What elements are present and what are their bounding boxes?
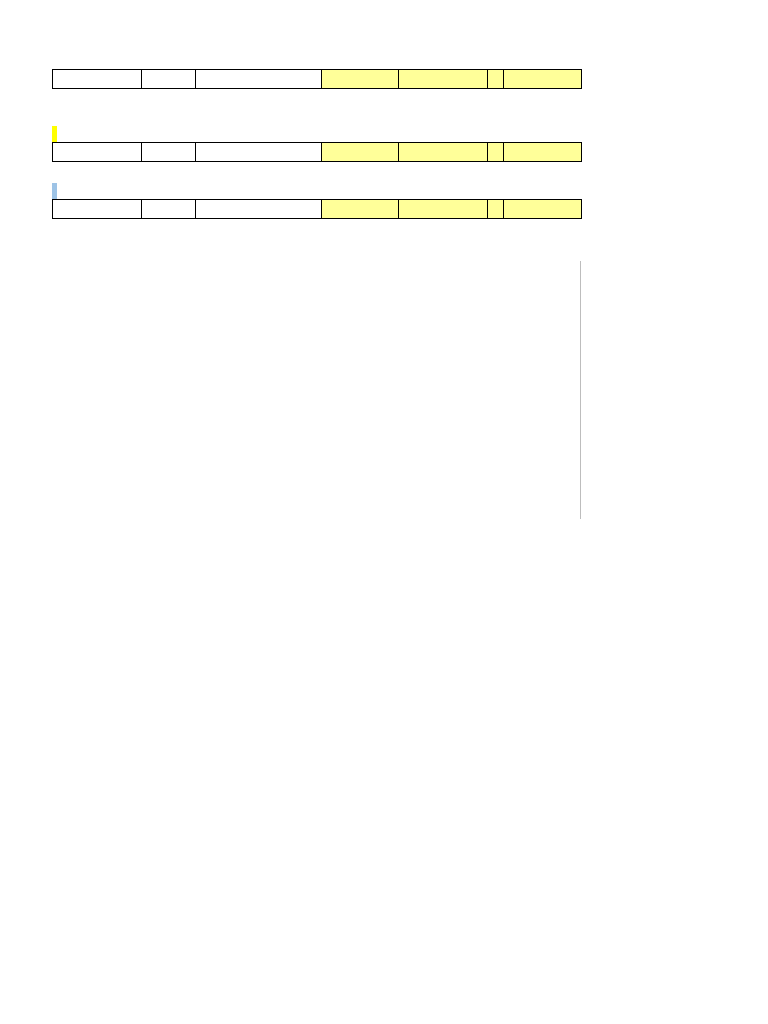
cell-total xyxy=(196,162,322,177)
summary-header-row xyxy=(53,200,582,219)
cell-avg xyxy=(504,103,582,117)
col-pic xyxy=(142,143,196,162)
summary-table-all xyxy=(52,69,582,117)
cell-replies xyxy=(399,162,488,177)
col-number-of-replies xyxy=(399,143,488,162)
col-percent xyxy=(488,143,504,162)
col-total-inquiries xyxy=(196,70,322,89)
cell-pic xyxy=(142,103,196,117)
col-inquiry-quantity xyxy=(322,143,399,162)
col-total-inquiries xyxy=(196,200,322,219)
col-period xyxy=(53,143,142,162)
col-pic xyxy=(142,70,196,89)
cell-avg xyxy=(504,219,582,234)
col-percent xyxy=(488,200,504,219)
summary-table-1forall xyxy=(52,199,582,233)
cell-pic xyxy=(142,89,196,104)
col-percent xyxy=(488,70,504,89)
col-avg-reply-time xyxy=(504,200,582,219)
cell-period xyxy=(53,162,142,177)
grid-edge xyxy=(580,261,581,519)
cell-pic xyxy=(142,219,196,234)
cell-total xyxy=(196,89,322,104)
summary-row xyxy=(53,219,582,234)
section-label-1to1 xyxy=(52,126,57,142)
col-number-of-replies xyxy=(399,70,488,89)
cell-replies xyxy=(399,219,488,234)
cell-total xyxy=(196,219,322,234)
summary-header-row xyxy=(53,70,582,89)
col-avg-reply-time xyxy=(504,70,582,89)
cell-percent xyxy=(488,89,504,104)
summary-row xyxy=(53,162,582,177)
col-avg-reply-time xyxy=(504,143,582,162)
col-number-of-replies xyxy=(399,200,488,219)
cell-quantity xyxy=(322,162,399,177)
cell-period xyxy=(53,219,142,234)
cell-period xyxy=(53,103,142,117)
cell-pic xyxy=(142,162,196,177)
section-label-1forall xyxy=(52,183,57,199)
cell-percent xyxy=(488,162,504,177)
summary-row xyxy=(53,89,582,104)
col-period xyxy=(53,200,142,219)
cell-quantity xyxy=(322,89,399,104)
summary-header-row xyxy=(53,143,582,162)
col-inquiry-quantity xyxy=(322,70,399,89)
cell-period xyxy=(53,89,142,104)
col-pic xyxy=(142,200,196,219)
cell-replies xyxy=(399,103,488,117)
cell-total xyxy=(196,103,322,117)
summary-table-1to1 xyxy=(52,142,582,176)
col-inquiry-quantity xyxy=(322,200,399,219)
cell-avg xyxy=(504,89,582,104)
cell-quantity xyxy=(322,103,399,117)
col-total-inquiries xyxy=(196,143,322,162)
cell-replies xyxy=(399,89,488,104)
cell-percent xyxy=(488,103,504,117)
col-period xyxy=(53,70,142,89)
cell-quantity xyxy=(322,219,399,234)
summary-row xyxy=(53,103,582,117)
cell-percent xyxy=(488,219,504,234)
cell-avg xyxy=(504,162,582,177)
